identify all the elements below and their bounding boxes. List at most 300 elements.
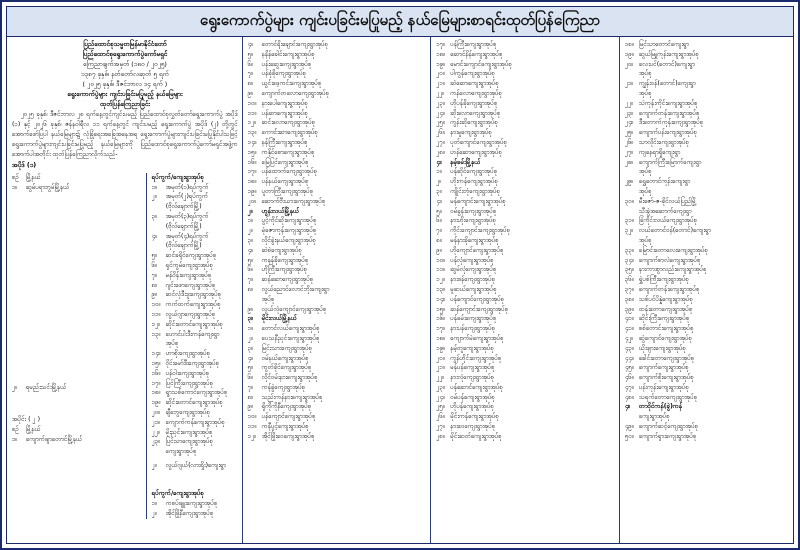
row-no: ၅၀။ (625, 432, 634, 440)
row-village: ပန်ခမ်းကျေးရွာအုပ်စု (450, 315, 497, 323)
row-village: မီးဇော်-ဇ-ခိုင်လယ်ပြည်မြို့ (639, 197, 697, 205)
row-village: ပန်ဝါးကျေးရွာအုပ်စု (165, 369, 210, 377)
row-no: ၃၉။ (625, 305, 634, 313)
table-header-row (12, 173, 142, 183)
table-row (152, 349, 238, 359)
row-township-heading: တာဝိုင်ကန်(ခွဲ)ကန် (639, 403, 683, 411)
row-no: ၃၁။ (625, 217, 634, 225)
table-row (625, 197, 789, 207)
row-village: မန်ကျောင်းကျေးရွာအုပ်စု (450, 197, 506, 205)
row-no: ၅။ (151, 252, 158, 260)
table-row (248, 334, 427, 344)
row-village: ကျောက်တလောကျေးရွာအုပ်စု (261, 89, 330, 97)
table-row (625, 226, 789, 236)
row-village: အုပ်စု (639, 236, 652, 244)
row-no: ၁၃။ (247, 129, 257, 137)
row-village: ကက်ထက်ကျေးရွာအုပ်စု (165, 301, 221, 309)
row-no: ၄။ (151, 232, 158, 240)
row-village: ပန်ကျောင်ကျေးရွာအုပ်စု (261, 413, 316, 421)
table-row (625, 236, 789, 246)
table-row (248, 422, 427, 432)
table-row (436, 226, 615, 236)
row-village: ကိုင်းကျောင်းကျေးရွာအုပ်စု (450, 227, 511, 235)
col2-table (248, 40, 427, 442)
table-row (625, 275, 789, 285)
row-village: ကျောက်ပန်းကျေးရွာအုပ်စု (639, 129, 698, 137)
table-row (436, 187, 615, 197)
row-village: လွယ်ဂျယ်(လားရှိုး)ကျေးရွာ (165, 461, 227, 469)
col-header-township: မြို့နယ် (26, 425, 41, 433)
row-no: ၂၄။ (625, 119, 634, 127)
row-village: ကျောက်ဆင့်ကျေးရွာအုပ်စု (639, 423, 699, 431)
row-village: ကျောက်စိုးကျေးရွာအုပ်စု (639, 374, 694, 382)
table-row (436, 216, 615, 226)
table-row (625, 412, 789, 422)
column-2 (243, 37, 432, 543)
row-village: ဆဲစဲကျေးရွာအုပ်စု (261, 246, 303, 254)
table-row (12, 183, 142, 193)
row-no: ၁၃။ (151, 330, 161, 338)
table-row (248, 373, 427, 383)
row-no: ၂။ (436, 178, 442, 186)
row-no: ၁၈။ (436, 334, 446, 342)
table-row (625, 148, 789, 158)
table-row (248, 265, 427, 275)
row-village: ပေသနီညှင်းကျေးရွာအုပ်စု (261, 334, 320, 342)
row-village: ကျေးရွာအုပ်စု (165, 448, 197, 456)
row-no: ၁၄။ (151, 350, 161, 358)
table-row (436, 148, 615, 158)
row-no: ၂၇။ (436, 423, 445, 431)
row-no: ၃။ (247, 315, 254, 323)
table-row (625, 207, 789, 217)
row-village: ပန်ထောက်ကျေးရွာအုပ်စု (261, 168, 318, 176)
row-no: ၃၈။ (625, 295, 634, 303)
table-row (248, 314, 427, 324)
row-village: ကနိုင်စောကျေးရွာအုပ်စု (261, 148, 315, 156)
row-village: နားဝေကျေးရွာအုပ်စု (450, 423, 496, 431)
column-4 (620, 37, 793, 543)
row-no: ၄။ (247, 246, 254, 254)
row-village: ချီဘွေကျေးရွာအုပ်စု (165, 409, 211, 416)
table-row (248, 393, 427, 403)
row-no: ၁၀။ (247, 99, 257, 107)
table-row (248, 344, 427, 354)
table-row (436, 167, 615, 177)
table-row (152, 379, 238, 389)
row-no: ၂၄။ (436, 393, 445, 401)
intro-text: ၂၀၂၅ ခုနှစ်၊ ဒီဇင်ဘာလ ၂၈ ရက်နေ့တွင်ကျင်းပမည့် ပြည်ထောင်စုလွှတ်တော်ရွေးကောက်ပွဲ အပိုဒ် (၁) နှင့် ၂၀၂၆ ခုနှစ်၊ ဇန်နဝါရီလ ၁၁ ရက်နေ့တွင် ကျင်းပမည့် ရွေးကောက်ပွဲ အပိုဒ် (၂) တို့တွင် အောက်ဖော်ပြပါ နယ်မြေများ၌ လုံခြုံရေးအခြေအနေအရ ရွေးကောက်ပွဲများကျင်းပခြင်းမပြုနိုင်ပါသဖြင့် ရွေးကောက်ပွဲများကျင်းပခြင်းမပြုမည့် နယ်မြေများကို ပြည်ထောင်စုရွေးကောက်ပွဲကော်မရှင်အဖွဲ့က အောက်ပါအတိုင်း ထုတ်ပြန်ကြေညာလိုက်သည်- (12, 111, 238, 158)
row-village: (ဗိုလ်ချောက်မြို့) (165, 222, 202, 230)
row-no: ၁၂။ (151, 320, 161, 328)
row-no: ၁။ (247, 217, 254, 225)
row-village: ကျနေရာရှိကျေးရွာ (639, 148, 681, 156)
row-village: ပန်ဆောင်ကျေးရွာအုပ်စု (450, 383, 503, 391)
row-village: ခေါင်းတောကျေးရွာအုပ်စု (639, 354, 695, 362)
row-no: ၂၀။ (436, 354, 445, 362)
row-no: ၁၈။ (625, 41, 634, 48)
row-no: ၂၀။ (151, 409, 161, 416)
row-no: ၄၂။ (625, 334, 634, 342)
row-no: ၄။ (625, 403, 631, 411)
table-row (248, 138, 427, 148)
document-body (7, 37, 793, 543)
row-no: ၂။ (247, 207, 253, 215)
row-village: နားဖန်ကျေးရွာအုပ်စု (450, 276, 496, 284)
row-no: ၄။ (247, 41, 254, 48)
row-no: ၂၃။ (436, 383, 445, 391)
table-row (436, 373, 615, 383)
table-row (248, 50, 427, 60)
table-row (248, 128, 427, 138)
table-row (436, 314, 615, 324)
table-row (248, 89, 427, 99)
col1-split (12, 173, 238, 519)
row-no: ၁၀။ (151, 301, 161, 309)
row-no: ၂၀။ (436, 70, 445, 78)
row-township-heading: ဟွန်းလယ်မြို့နယ် (261, 207, 300, 215)
row-village: ဆင်းလောကျေးရွာအုပ်စု (261, 119, 316, 127)
row-no: ၉။ (151, 291, 158, 299)
column-1 (7, 37, 243, 543)
table-row (152, 499, 238, 509)
document-title-bar (7, 7, 793, 37)
row-no: ၆။ (247, 374, 254, 382)
row-village: ကျောက်ကြီးမြောက်ကျေးရွာ (639, 158, 702, 166)
row-no: ၁၇။ (436, 41, 446, 48)
row-no: ၂၂။ (436, 89, 445, 97)
row-village: ဟာစိုးကျေးရွာအုပ်စု (165, 350, 211, 358)
row-village: ဆွယ်မြူကုန်းကျေးရွာအုပ်စု (639, 50, 699, 58)
row-village: စစ်တောင်းကျေးရွာအုပ်စု (639, 325, 694, 333)
table-row (625, 422, 789, 432)
row-no: ၂၀။ (247, 197, 257, 205)
table-row (625, 128, 789, 138)
row-no: ၂၅။ (436, 403, 445, 411)
row-village: ဆန်ဆောကျေးရွာအုပ်စု (261, 276, 314, 284)
row-village: (ဗိုလ်ချောက်မြို့) (165, 203, 202, 211)
row-village: မိုင်းကန်ကျေးရွာအုပ်စု (450, 413, 499, 421)
table-row (436, 344, 615, 354)
table-row (625, 344, 789, 354)
row-village: လွယ်ညောင်လောင်ဘိုးကျေးရွာ (261, 285, 330, 293)
row-no (625, 89, 639, 99)
row-village: ကစပ်ဖျူးကျေးရွာအုပ်စု (165, 500, 218, 508)
row-no: ၆။ (151, 262, 158, 270)
table-row (625, 265, 789, 275)
row-village: ရွာသစ်ကောင်ကျေးရွာအုပ်စု (165, 389, 228, 397)
row-no: ၅။ (247, 50, 254, 58)
row-no: ၂၁။ (151, 418, 161, 426)
row-village: နနိန်ခေါင်းကျေးရွာအုပ်စု (261, 50, 315, 58)
row-village: ပန်ခုံခိုကျေးရွာအုပ်စု (261, 70, 307, 78)
row-no (625, 69, 639, 79)
row-no: ၁။ (12, 183, 18, 191)
table-row (436, 354, 615, 364)
row-village: ယွင်းဖေ့ကင်းကျေးရွာအုပ်စု (261, 80, 322, 88)
row-no: ၃၅။ (625, 266, 634, 274)
row-village: ကျွန်းဝန်(တောင်)ကျေးရွာ (639, 80, 696, 88)
row-village: ဟိုကျောင်ကျေးရွာအုပ်စု (450, 246, 504, 254)
row-no: ၃၆။ (625, 276, 634, 284)
row-village: လယ်တောင်ဝန်(တောင်)ကျေးရွာ (639, 227, 712, 235)
row-no: ၂၃။ (625, 109, 634, 117)
table-row (248, 69, 427, 79)
row-no: ၁၉။ (436, 60, 446, 68)
row-village: ကနီပွင့်ကျေးရွာအုပ်စု (261, 423, 309, 431)
row-village: ပြင်ကြီးကျေးရွာအုပ်စု (165, 379, 214, 387)
table-row (152, 509, 238, 519)
row-no: ၃၇။ (625, 285, 634, 293)
row-village: ပန်ကျောင်ကျေးရွာအုပ်စု (450, 295, 505, 303)
row-no: ၇။ (247, 276, 254, 284)
row-no: ၁၈။ (151, 389, 161, 397)
col1-right (146, 173, 238, 519)
row-no: ၄၀။ (625, 315, 634, 323)
row-no: ၄၇။ (625, 383, 634, 391)
table-row (248, 305, 427, 315)
row-village: ကျောက်မဲကျေးရွာအုပ်စု (450, 334, 504, 342)
table-row (436, 128, 615, 138)
row-village: ကျောက်တန်းကျေးရွာအုပ်စု (639, 109, 700, 117)
table-row (625, 402, 789, 412)
row-no: ၂။ (12, 383, 17, 391)
row-no: ၇။ (247, 70, 254, 78)
row-village: ဆွမ်လုံကျေးရွာအုပ်စု (450, 266, 497, 274)
table-row (625, 246, 789, 256)
header-line-0: ပြည်ထောင်စုသမ္မတမြန်မာနိုင်ငံတော် (83, 40, 167, 48)
row-village: ဒီးတောက်ကုန်းကျေးရွာအုပ်စု (639, 119, 704, 127)
table-row (152, 447, 238, 457)
section-label: အပိုဒ် (၁) (12, 162, 37, 170)
row-village: ကန်ခွဲကျေးရွာအုပ်စု (261, 383, 306, 391)
row-village: ပုတ်ကျောင်ကျေးရွာအုပ်စု (450, 138, 508, 146)
row-no: ၆။ (436, 217, 442, 225)
row-no: ၁၆။ (247, 158, 257, 166)
part-2-title: အပိုင်း ( ၂ ) (12, 415, 40, 423)
row-no: ၁။ (12, 435, 18, 443)
row-no (625, 207, 639, 217)
row-village: ကျောက်တန်းကျေးရွာအုပ်စု (639, 285, 700, 293)
table-row (152, 290, 238, 300)
table-row (625, 354, 789, 364)
row-village: လွယ်ဂျာကျေးရွာအုပ်စု (165, 311, 216, 319)
table-row (436, 118, 615, 128)
row-village: အမှတ်(၂)ရပ်ကွက် (165, 193, 209, 201)
table-row (436, 265, 615, 275)
table-row (436, 79, 615, 89)
row-no: ၂။ (247, 334, 253, 342)
row-no: ၁၀။ (436, 256, 446, 264)
row-no: ၁၁။ (151, 311, 161, 319)
row-no: ၁၂။ (247, 432, 257, 440)
table-row (152, 222, 238, 232)
table-row (625, 314, 789, 324)
row-no: ၄၈။ (625, 393, 634, 401)
row-no: ၅။ (436, 207, 442, 215)
row-no: ၂။ (151, 509, 157, 517)
row-village: မိုင်းဆတ်ကျေးရွာအုပ်စု (450, 432, 502, 440)
table-row (625, 79, 789, 89)
table-row (248, 197, 427, 207)
row-no: ၂၂။ (151, 428, 160, 436)
row-no: ၄၅။ (625, 364, 634, 372)
row-village: ကျောက်စာလဲကျေးရွာအုပ်စု (639, 256, 701, 264)
table-row (625, 393, 789, 403)
row-no: ၂၂။ (436, 374, 445, 382)
table-row (436, 246, 615, 256)
row-village: ပါကွန်ကျေးရွာအုပ်စု (450, 70, 496, 78)
table-row (152, 281, 238, 291)
row-no: ၂၅။ (625, 129, 634, 137)
table-row (152, 398, 238, 408)
row-village: မန်ပန်ကျေးရွာအုပ်စု (450, 364, 495, 372)
table-row (625, 167, 789, 177)
table-row (152, 437, 238, 447)
row-no: ၄၁။ (625, 325, 634, 333)
table-row (436, 393, 615, 403)
row-no (625, 412, 639, 422)
table-row (152, 232, 238, 242)
table-row (625, 118, 789, 128)
table-row (152, 428, 238, 438)
row-village: အုပ်စု (639, 168, 652, 176)
table-row (248, 99, 427, 109)
row-no: ၃။ (436, 187, 442, 195)
row-village: ဝမ်နယ်ကျေးရွာအုပ်စု (261, 354, 309, 362)
table-row (248, 295, 427, 305)
table-row (248, 167, 427, 177)
row-village: ဆိုင်းတောင်ကျေးရွာအုပ်စု (165, 399, 223, 407)
row-village: ဂျင်းဖောကျေးရွာအုပ်စု (165, 281, 216, 289)
table-row (436, 50, 615, 60)
col3-table (436, 40, 615, 442)
row-no: ၂၆။ (436, 413, 445, 421)
row-village: ဟိုးကန်ကျေးရွာအုပ်စု (450, 178, 499, 186)
row-village: အမှတ်(၄)ရပ်ကွက် (165, 232, 209, 240)
row-village: ဆိုးလောကျေးရွာအုပ်စု (450, 109, 501, 117)
row-village: ကွန်းဆိုကျေးရွာအုပ်စု (450, 119, 498, 127)
row-no: ၂၇။ (436, 138, 445, 146)
row-village: သရက်တောကျေးရွာအုပ်စု (639, 393, 698, 401)
row-village: ပန်ဆိုင်ကျေးရွာအုပ်စု (450, 168, 498, 176)
row-village: အုပ်စု (639, 187, 652, 195)
row-no: ၇။ (436, 227, 442, 235)
table-row (152, 271, 238, 281)
row-village: ပန်ကြီးကျေးရွာအုပ်စု (450, 41, 497, 48)
row-no: ၂၈။ (436, 148, 445, 156)
row-village: ပွင့်ကိုင်ဆိုးကျေးရွာအုပ်စု (261, 217, 317, 225)
row-village: နားမူကျေးရွာအုပ်စု (450, 129, 493, 137)
table-row (248, 402, 427, 412)
table-row (152, 330, 238, 340)
row-no: ၂၁။ (625, 80, 634, 88)
row-no: ၁။ (151, 500, 158, 508)
row-village: ကျောက်ကန်ကျေးရွာအုပ်စု (165, 418, 225, 426)
table-row (152, 388, 238, 398)
row-village: ဆင်လုံဒီးဒူးကျေးရွာအုပ်စု (165, 291, 222, 299)
section-part-2-label (12, 415, 142, 425)
table-row (436, 432, 615, 442)
row-no: ၈။ (247, 393, 254, 401)
row-village: ပြင်သာကျေးရွာအုပ်စု (165, 438, 214, 446)
row-village: မုံဇောကုန်းကျေးရွာအုပ်စု (261, 227, 317, 235)
row-village: နားလုံကျေးရွာအုပ်စု (450, 374, 495, 382)
table-row (436, 60, 615, 70)
row-village: ပန်းဆွေးကျေးရွာအုပ်စု (261, 60, 312, 68)
row-no: ၃။ (247, 344, 254, 352)
header-line-2: ကြေညာချက်အမှတ် (၁၈၀ / ၂၀၂၅) (82, 59, 167, 68)
row-village: ကောင်းဆာကျေးရွာအုပ်စု (261, 129, 319, 137)
table-row (436, 422, 615, 432)
col-header-no: စဉ် (12, 425, 19, 433)
row-no: ၅။ (247, 364, 254, 372)
row-village: တောင်ရိုးချောင်းကျေးရွာအုပ်စု (261, 41, 329, 48)
row-no (248, 295, 262, 305)
row-village: ဆိုင်းတောင်ကျေးရွာအုပ်စု (165, 320, 223, 328)
table-row (436, 177, 615, 187)
row-no: ၁၆။ (151, 369, 161, 377)
row-no: ၁၅။ (151, 360, 161, 368)
row-no: ၂၁။ (436, 80, 445, 88)
row-village: ဆောင်နိန်ကျေးရွာအုပ်စု (450, 50, 503, 58)
row-village: အမှတ်(၁)ရပ်ကွက် (165, 183, 209, 191)
table-row (152, 369, 238, 379)
table-row (248, 79, 427, 89)
subcol-header-2: ရပ်ကွက်/ကျေးရွာအုပ်စု (151, 490, 204, 498)
table-row (152, 310, 238, 320)
col1-sub-table (152, 183, 238, 457)
row-no: ၁၇။ (436, 325, 446, 333)
col-header-township: မြို့နယ် (26, 173, 41, 181)
table-row (436, 285, 615, 295)
row-village: အုပ်စု (165, 340, 179, 348)
row-no: ၂၆။ (625, 138, 634, 146)
row-village: ဟိုပန်ခိုကျေးရွာအုပ်စု (450, 99, 498, 107)
table-row (248, 363, 427, 373)
table-row (625, 40, 789, 50)
table-row (248, 60, 427, 70)
row-no: ၁၁။ (247, 109, 257, 117)
row-no: ၃။ (247, 236, 254, 244)
row-township: ရမည်းသင်းမြို့နယ် (26, 383, 67, 391)
column-3 (431, 37, 620, 543)
row-no: ၈။ (436, 236, 442, 244)
row-village: မန်ဝိန်းကျေးရွာအုပ်စု (165, 271, 212, 279)
row-village: နားပေါကျေးရွာအုပ်စု (261, 99, 308, 107)
table-row (248, 148, 427, 158)
table-row (248, 177, 427, 187)
row-village: ကျေးရွာအုပ်စု (639, 413, 670, 421)
row-no: ၁၁။ (247, 423, 257, 431)
row-village: နမ့်တူကျေးရွာအုပ်စု (450, 344, 494, 352)
row-village: ပန်လုံကျေးရွာအုပ်စု (450, 256, 494, 264)
row-no: ၂၁။ (436, 364, 445, 372)
col1-sub-table-2 (152, 499, 238, 519)
table-row (625, 256, 789, 266)
row-township: ကျောက်ဖျာတောင်မြို့နယ် (26, 435, 83, 443)
row-no: ၇။ (247, 383, 254, 391)
table-row (436, 275, 615, 285)
table-row (152, 418, 238, 428)
row-no: ၂၄။ (436, 109, 445, 117)
table-row (625, 285, 789, 295)
row-village: ဟန်ဆောကျေးရွာအုပ်စု (450, 148, 503, 156)
row-no: ၂၈။ (625, 158, 634, 166)
table-row (248, 246, 427, 256)
row-no (152, 447, 166, 457)
row-no: ၁၂။ (247, 119, 257, 127)
